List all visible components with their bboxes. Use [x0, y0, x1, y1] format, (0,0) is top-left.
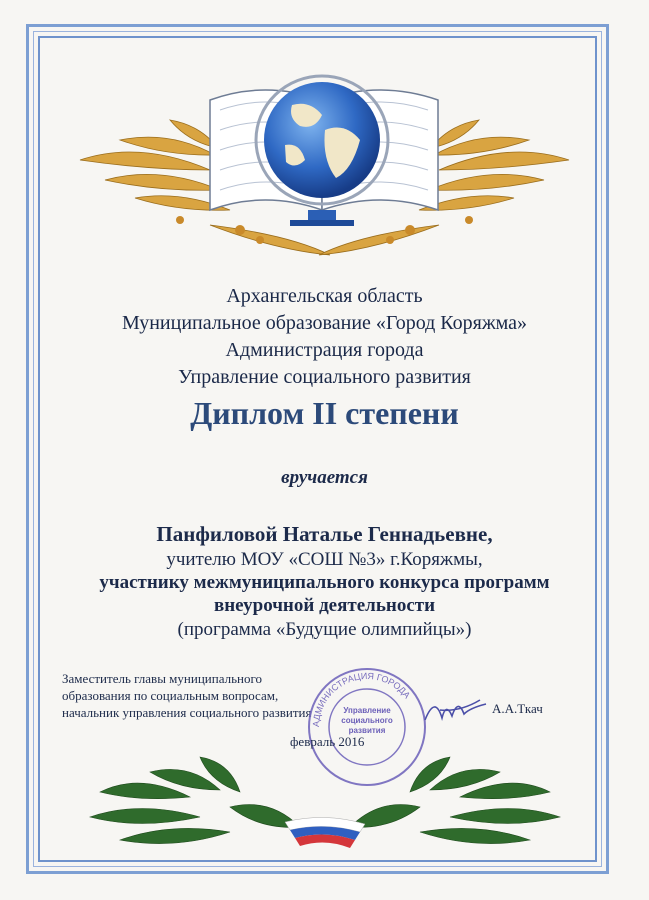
stamp-ring-text: АДМИНИСТРАЦИЯ ГОРОДА: [310, 670, 413, 728]
issue-date: февраль 2016: [290, 734, 365, 749]
heading-line-administration: Администрация города: [225, 339, 424, 361]
heading-line-department: Управление социального развития: [178, 366, 471, 388]
recipient-block: [0, 521, 649, 642]
recipient-position: учителю МОУ «СОШ №3» г.Коряжмы,: [166, 549, 483, 570]
signatory-line2: образования по социальным вопросам,: [62, 688, 279, 703]
recipient-name: Панфиловой Наталье Геннадьевне,: [156, 522, 493, 546]
signatory-line3: начальник управления социального развития: [62, 705, 312, 720]
heading-line-region: Архангельская область: [226, 285, 423, 307]
laurel-branches: [80, 752, 570, 854]
diploma-title: Диплом II степени: [190, 395, 459, 431]
issuer-heading: [0, 283, 649, 391]
recipient-role-line2: внеурочной деятельности: [213, 595, 436, 616]
handwritten-signature: [420, 690, 490, 730]
awarded-label: вручается: [281, 467, 368, 488]
recipient-role-line1: участнику межмуниципального конкурса программ: [99, 572, 550, 593]
signatory-line1: Заместитель главы муниципального: [62, 671, 262, 686]
stamp-center-text: Управление социального развития: [341, 706, 393, 735]
heading-line-municipality: Муниципальное образование «Город Коряжма»: [121, 312, 528, 334]
signatory-name: А.А.Ткач: [492, 701, 543, 716]
recipient-program: (программа «Будущие олимпийцы»): [177, 619, 472, 640]
globe-book-emblem: [60, 60, 589, 270]
